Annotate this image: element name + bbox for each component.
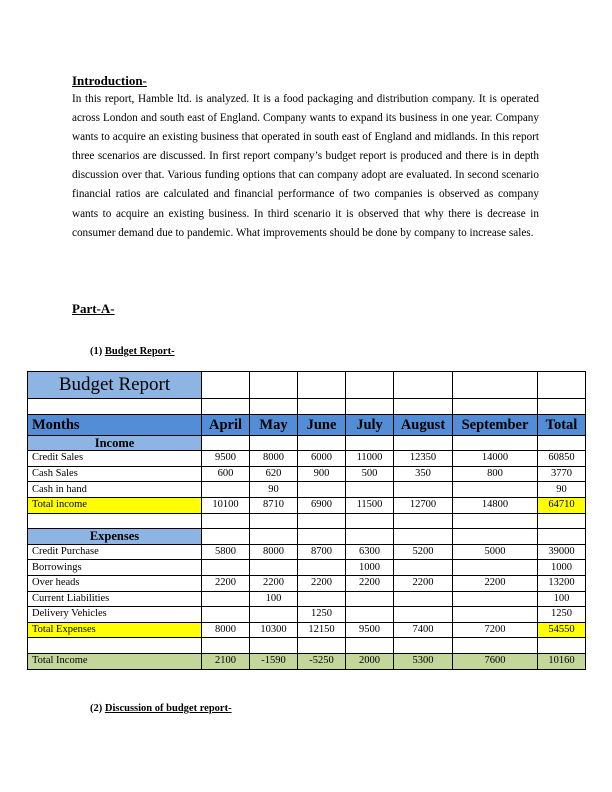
table-cell [250,638,298,654]
table-cell: 64710 [538,497,586,513]
table-cell [538,372,586,399]
table-cell [394,372,453,399]
table-cell: 2200 [346,575,394,591]
table-cell: 350 [394,466,453,482]
table-cell: 5800 [202,544,250,560]
table-cell: 9500 [346,622,394,638]
table-cell [346,529,394,545]
table-cell [453,607,538,623]
table-row [28,560,586,576]
row-label: Total Income [28,653,202,669]
table-cell [298,529,346,545]
table-cell [202,372,250,399]
table-cell [298,591,346,607]
table-cell: 10100 [202,497,250,513]
income-heading: Income [28,435,202,451]
row-label: Cash Sales [28,466,202,482]
table-cell: 2100 [202,653,250,669]
table-cell [453,372,538,399]
expenses-section-row [28,529,586,545]
total-income-row [28,497,586,513]
part-a-heading: Part-A- [72,301,115,316]
table-cell [202,513,250,529]
table-cell [394,513,453,529]
spacer-row [28,638,586,654]
table-cell: 2000 [346,653,394,669]
table-cell [250,607,298,623]
column-header-row [28,414,586,435]
table-cell: 6300 [346,544,394,560]
table-cell [394,529,453,545]
table-cell: -5250 [298,653,346,669]
table-cell: 900 [298,466,346,482]
table-cell: 1250 [298,607,346,623]
column-header: April [202,414,250,435]
row-label: Credit Sales [28,451,202,467]
table-row [28,544,586,560]
table-cell [394,591,453,607]
table-cell: 2200 [453,575,538,591]
table-cell [394,560,453,576]
table-cell [538,513,586,529]
table-cell: 12700 [394,497,453,513]
column-header: July [346,414,394,435]
table-cell [202,435,250,451]
table-cell [28,513,202,529]
table-cell [298,638,346,654]
spacer-row [28,513,586,529]
table-cell: 7200 [453,622,538,638]
table-cell [453,399,538,415]
table-cell [453,482,538,498]
column-header: Total [538,414,586,435]
introduction-paragraph: In this report, Hamble ltd. is analyzed. It is a food packaging and distribution company. It is operated across London and south east of England. Company wants to expand its business in one year. Company wants to acquire an existing business that operated in south east of England and midlands. In this report three scenarios are discussed. In first report company’s budget report is produced and there is in depth discussion over that. Various funding options that can company adopt are evaluated. In second scenario financial ratios are calculated and financial performance of two companies is observed as company wants to acquire an existing business. In third scenario it is observed that why there is decrease in consumer demand due to pandemic. What improvements should be done by company to increase sales. [72,93,539,239]
table-cell: 2200 [298,575,346,591]
budget-report-table [27,371,586,670]
table-cell: 3770 [538,466,586,482]
total-expenses-row [28,622,586,638]
spacer-row [28,399,586,415]
table-cell [346,591,394,607]
table-cell: 90 [538,482,586,498]
table-cell [453,638,538,654]
table-cell: 12350 [394,451,453,467]
row-label: Delivery Vehicles [28,607,202,623]
table-cell [453,591,538,607]
column-header: May [250,414,298,435]
table-cell [202,607,250,623]
table-cell [346,399,394,415]
table-cell: 39000 [538,544,586,560]
table-cell [250,399,298,415]
table-cell [202,638,250,654]
table-cell [346,638,394,654]
table-cell [250,560,298,576]
table-cell [298,399,346,415]
table-cell: 800 [453,466,538,482]
table-cell [394,607,453,623]
table-cell [202,529,250,545]
table-cell [346,372,394,399]
table-cell: 90 [250,482,298,498]
row-label: Over heads [28,575,202,591]
table-cell [202,482,250,498]
table-cell [394,482,453,498]
table-cell [346,513,394,529]
table-cell: 5200 [394,544,453,560]
table-cell: 100 [250,591,298,607]
column-header: Months [28,414,202,435]
table-cell: 8000 [202,622,250,638]
table-cell: 7400 [394,622,453,638]
table-title: Budget Report [28,372,202,399]
table-cell [202,591,250,607]
table-cell [298,372,346,399]
column-header: August [394,414,453,435]
table-cell [298,435,346,451]
table-cell [28,399,202,415]
table-cell: 8000 [250,544,298,560]
table-cell: 5000 [453,544,538,560]
table-cell: 11000 [346,451,394,467]
table-cell: 600 [202,466,250,482]
row-label: Current Liabilities [28,591,202,607]
table-cell: 620 [250,466,298,482]
table-cell: 500 [346,466,394,482]
table-cell [250,529,298,545]
table-cell: 100 [538,591,586,607]
table-cell: 10300 [250,622,298,638]
section-discussion [90,703,232,714]
column-header: June [298,414,346,435]
table-cell: 9500 [202,451,250,467]
table-cell [298,560,346,576]
table-cell [346,482,394,498]
table-cell: 5300 [394,653,453,669]
table-cell [202,560,250,576]
row-label: Total Expenses [28,622,202,638]
expenses-heading: Expenses [28,529,202,545]
table-cell: 8710 [250,497,298,513]
table-cell: 1000 [346,560,394,576]
table-cell: 10160 [538,653,586,669]
row-label: Total income [28,497,202,513]
table-cell: 2200 [202,575,250,591]
table-row [28,607,586,623]
table-cell [250,372,298,399]
table-cell [394,638,453,654]
table-title-row [28,372,586,399]
table-cell [538,529,586,545]
table-cell [538,638,586,654]
table-cell [538,435,586,451]
section-label: Budget Report- [104,346,175,357]
table-cell [346,435,394,451]
table-cell [250,435,298,451]
table-cell: 8700 [298,544,346,560]
section-budget-report [90,346,175,357]
table-cell: 6900 [298,497,346,513]
table-cell [453,435,538,451]
table-cell: 1250 [538,607,586,623]
table-cell: 2200 [250,575,298,591]
table-cell [202,399,250,415]
table-cell: 60850 [538,451,586,467]
table-cell [298,482,346,498]
row-label: Borrowings [28,560,202,576]
table-cell: 6000 [298,451,346,467]
income-section-row [28,435,586,451]
table-cell [453,529,538,545]
table-cell: 12150 [298,622,346,638]
table-cell [453,513,538,529]
net-total-row [28,653,586,669]
table-cell: 11500 [346,497,394,513]
table-cell [28,638,202,654]
row-label: Cash in hand [28,482,202,498]
table-cell [346,607,394,623]
section-label: Discussion of budget report- [104,703,232,714]
introduction-heading: Introduction- [72,73,147,88]
table-cell: 14800 [453,497,538,513]
table-cell: 54550 [538,622,586,638]
section-number: (2) [90,703,103,714]
table-cell: 8000 [250,451,298,467]
section-number: (1) [90,346,103,357]
table-cell [250,513,298,529]
table-cell [394,399,453,415]
table-cell: 1000 [538,560,586,576]
table-cell [453,560,538,576]
table-cell: 2200 [394,575,453,591]
table-row [28,575,586,591]
table-cell [298,513,346,529]
table-cell: 13200 [538,575,586,591]
table-row [28,482,586,498]
row-label: Credit Purchase [28,544,202,560]
table-row [28,466,586,482]
table-cell: -1590 [250,653,298,669]
table-cell: 14000 [453,451,538,467]
table-row [28,451,586,467]
table-row [28,591,586,607]
table-cell: 7600 [453,653,538,669]
table-cell [394,435,453,451]
table-cell [538,399,586,415]
column-header: September [453,414,538,435]
